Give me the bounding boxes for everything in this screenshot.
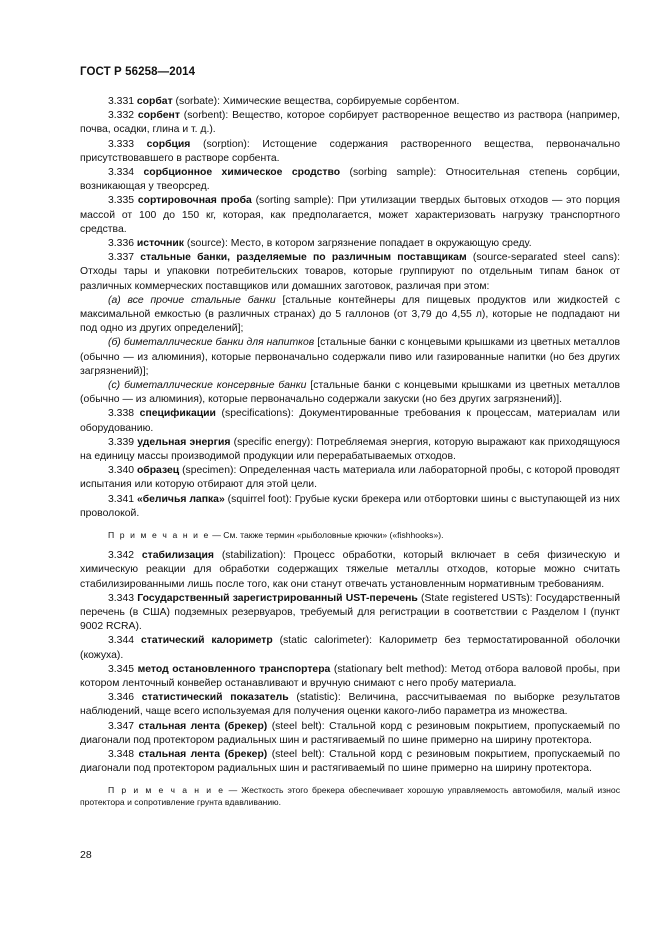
term-entry [80, 748, 620, 776]
entry-number: 3.346 [108, 692, 135, 704]
term-entry [80, 436, 620, 464]
sub-item [80, 294, 620, 337]
term-entry [80, 166, 620, 194]
sub-item [80, 379, 620, 407]
entry-number: 3.342 [108, 550, 135, 562]
entry-definition: (State registered USTs): Государственный перечень (в США) подземных резервуаров, требуемый для регистрации в соответствии с Разделом I (пункт 9002 RCRA). [80, 592, 621, 633]
entry-term: образец [136, 465, 180, 477]
term-entry [80, 634, 620, 662]
entry-definition: (source): Место, в котором загрязнение попадает в окружающую среду. [184, 238, 532, 250]
term-entry [80, 663, 620, 691]
note-text: — См. также термин «рыболовные крючки» («fishhooks»). [209, 530, 444, 541]
entry-term: сорбция [146, 138, 191, 150]
entry-definition: (stationary belt method): Метод отбора валовой пробы, при котором ленточный конвейер останавливают и вручную снимают с него пробу материала. [80, 663, 621, 689]
entry-definition: (statistic): Величина, рассчитываемая по выборке результатов наблюдений, чаще всего используемая для получения оценки какого-либо параметра из множества. [80, 692, 620, 718]
term-entry [80, 109, 620, 137]
entry-number: 3.343 [108, 592, 135, 604]
entry-number: 3.331 [108, 96, 135, 107]
document-header: ГОСТ Р 56258—2014 [80, 66, 196, 78]
entry-number: 3.335 [108, 195, 135, 207]
term-entry [80, 138, 620, 166]
entry-term: метод остановленного транспортера [137, 663, 331, 675]
term-entry [80, 720, 620, 748]
entry-number: 3.341 [108, 493, 135, 505]
sub-item-term: биметаллические консервные банки [124, 380, 307, 392]
sub-item-term: биметаллические банки для напитков [123, 337, 315, 349]
entry-definition: (sorption): Истощение содержания растворенного вещества, первоначально присутствовавшего в растворе сорбента. [80, 138, 620, 164]
sub-item-text: [стальные банки с концевыми крышками из цветных металлов (обычно — из алюминия), которые первоначально содержали пиво или газированные напитки (но без других загрязнений)]; [80, 337, 621, 377]
entry-term: стабилизация [141, 550, 214, 562]
entry-number: 3.340 [108, 465, 135, 477]
entry-number: 3.332 [108, 110, 135, 122]
entry-term: источник [136, 238, 185, 250]
entry-number: 3.347 [108, 720, 135, 732]
sub-item-text: [стальные банки с концевыми крышками из цветных металлов (обычно — из алюминия), которые первоначально содержали закуски (но без других загрязнений)]. [80, 380, 621, 406]
entry-term: сортировочная проба [137, 195, 252, 207]
entry-definition: (sorbent): Вещество, которое сорбирует растворенное вещество из раствора (например, почва, осадки, глина и т. д.). [80, 110, 620, 136]
entry-definition: (sorting sample): При утилизации твердых бытовых отходов — это порция массой от 100 до 150 кг, которая, как предполагается, может характеризовать нагрузку транспортного средства. [80, 195, 620, 235]
entry-number: 3.336 [108, 238, 135, 250]
entry-definition: (stabilization): Процесс обработки, который включает в себя физическую и химическую реакции для обработки содержащих тяжелые металлы отходов, которые можно считать стабилизированными лишь после того, как они станут отвечать установленным нормативным требованиям. [80, 550, 620, 590]
entry-number: 3.333 [108, 138, 135, 150]
note [80, 529, 620, 541]
entry-term: стальные банки, разделяемые по различным поставщикам [140, 252, 467, 264]
term-entry [80, 407, 620, 435]
entry-term: спецификации [139, 408, 216, 420]
term-entry [80, 592, 620, 635]
term-entry [80, 691, 620, 719]
entry-term: удельная энергия [137, 436, 231, 448]
entry-number: 3.337 [108, 252, 135, 264]
term-entry [80, 237, 620, 251]
term-entry [80, 549, 620, 592]
term-entry [80, 251, 620, 294]
entry-term: стальная лента (брекер) [138, 720, 268, 732]
entry-term: стальная лента (брекер) [138, 748, 268, 760]
term-entry [80, 95, 620, 109]
entry-definition: (specimen): Определенная часть материала или лабораторной пробы, с которой проводят испытания или которую отбирают для этой цели. [80, 465, 620, 491]
note [80, 784, 620, 808]
entry-term: сорбент [137, 110, 180, 122]
sub-item-label: (a) [108, 294, 121, 306]
entry-definition: (steel belt): Стальной корд с резиновым покрытием, пропускаемый по диагонали под протектором радиальных шин и растягиваемый по шине примерно на ширину протектора. [80, 748, 621, 775]
entry-definition: (sorbing sample): Относительная степень сорбции, возникающая у твеорсред. [80, 167, 621, 193]
sub-item-label: (c) [108, 380, 121, 392]
note-text: — Жесткость этого брекера обеспечивает хорошую управляемость автомобиля, малый износ протектора и сопротивление грунта вдавливанию. [80, 785, 620, 808]
entry-definition: (specific energy): Потребляемая энергия, которую выражают как приходящуюся на единицу массы производимой продукции или перерабатываемых отходов. [80, 436, 621, 463]
entry-number: 3.348 [108, 748, 135, 760]
entry-number: 3.338 [108, 408, 135, 420]
entry-term: Государственный зарегистрированный UST-перечень [137, 592, 418, 604]
entry-definition: (sorbate): Химические вещества, сорбируемые сорбентом. [172, 96, 460, 107]
entry-term: статистический показатель [141, 692, 289, 704]
entry-definition: (static calorimeter): Калориметр без термостатированной оболочки (кожуха). [80, 635, 620, 661]
sub-item-label: (б) [108, 337, 121, 349]
page-number: 28 [80, 849, 92, 861]
entry-term: «беличья лапка» [136, 493, 225, 505]
sub-item [80, 336, 620, 379]
entry-term: сорбционное химическое сродство [143, 167, 341, 179]
note-label: П р и м е ч а н и е [108, 785, 225, 796]
entry-definition: (squirrel foot): Грубые куски брекера или отбортовки шины с выступающей из них проволокой. [80, 493, 620, 519]
entry-definition: (steel belt): Стальной корд с резиновым покрытием, пропускаемый по диагонали под протектором радиальных шин и растягиваемый по шине примерно на ширину протектора. [80, 720, 621, 746]
entry-definition: (specifications): Документированные требования к процессам, материалам или оборудованию. [80, 408, 620, 434]
entry-number: 3.344 [108, 635, 135, 647]
document-body [80, 95, 620, 816]
entry-number: 3.334 [108, 167, 135, 179]
entry-number: 3.339 [108, 436, 135, 448]
entry-term: статический калориметр [140, 635, 273, 647]
term-entry [80, 493, 620, 521]
entry-number: 3.345 [108, 663, 135, 675]
term-entry [80, 464, 620, 492]
sub-item-text: [стальные контейнеры для пищевых продуктов или жидкостей с максимальной емкостью (в различных странах) до 5 галлонов (от 3,79 до 4,55 л), которые не подпадают ни под одно из других определений]; [80, 294, 621, 335]
sub-item-term: все прочие стальные банки [127, 294, 276, 306]
term-entry [80, 194, 620, 237]
entry-definition: (source-separated steel cans): Отходы тары и упаковки потребительских товаров, которые группируют по отдельным типам банок от различных коммерческих поставщиков или домашних заготовок, различая при этом: [80, 252, 620, 292]
entry-term: сорбат [136, 96, 173, 107]
note-label: П р и м е ч а н и е [108, 530, 210, 541]
